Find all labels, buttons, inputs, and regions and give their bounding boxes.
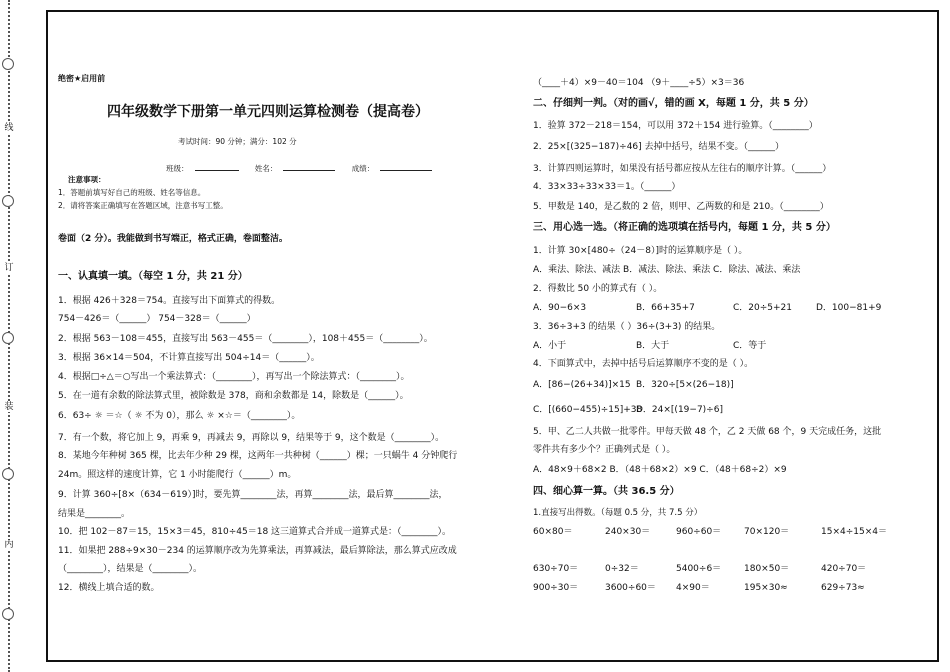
margin-circle-2 [2,195,14,207]
calc-r3-c1: 900÷30＝ [533,583,579,593]
calc-r1-c3: 960÷60＝ [676,527,722,537]
note-2: 2．请将答案正确填写在答题区域，注意书写工整。 [58,201,228,210]
name-field[interactable] [283,160,335,171]
section3-title: 三、用心选一选。（将正确的选项填在括号内，每题 1 分，共 5 分） [533,222,836,233]
calc-r2-c3: 5400÷6＝ [676,564,722,574]
s1-line-1: 1．根据 426＋328＝754。直接写出下面算式的得数。 [58,296,281,306]
margin-circle-5 [2,608,14,620]
secret-label: 绝密★启用前 [58,74,106,83]
calc-r2-c2: 0÷32＝ [605,564,639,574]
calc-r1-c2: 240×30＝ [605,527,651,537]
s3-q2-opt-b: B．66+35+7 [636,303,695,313]
s3-q2-opt-c: C．20÷5+21 [733,303,792,313]
calc-r1-c1: 60×80＝ [533,527,573,537]
s1-line-3: 2．根据 563－108＝455，直接写出 563－455＝（________），108＋455＝（________）。 [58,334,433,344]
section2-title: 二、仔细判一判。（对的画√，错的画 X，每题 1 分，共 5 分） [533,98,814,109]
s3-q5-options: A．48×9＋68×2 B．（48＋68×2）×9 C．（48＋68÷2）×9 [533,465,787,475]
s1-line-2: 754－426＝（______） 754－328＝（______） [58,314,256,324]
margin-circle-1 [2,58,14,70]
calc-r3-c2: 3600÷60＝ [605,583,656,593]
s2-line-5: 5．甲数是 140，是乙数的 2 倍，则甲、乙两数的和是 210。（________） [533,202,829,212]
s1-line-8: 7．有一个数，将它加上 9，再乘 9，再减去 9，再除以 9，结果等于 9，这个数是（________）。 [58,433,445,443]
margin-circle-3 [2,332,14,344]
name-label: 姓名： [254,164,278,173]
calc-r1-c5: 15×4÷15×4＝ [821,527,887,537]
margin-label-order: 订 [2,263,16,273]
calc-r1-c4: 70×120＝ [744,527,790,537]
s1-line-14: 11．如果把 288÷9×30－234 的运算顺序改为先算乘法，再算减法，最后算除法，那么算式应改成 [58,546,457,556]
section1-title: 一、认真填一填。（每空 1 分，共 21 分） [58,271,248,282]
notes-title: 注意事项： [68,175,106,184]
s1-line-13: 10．把 102－87＝15，15×3＝45，810÷45＝18 这三道算式合并成一道算式是：（________）。 [58,527,452,537]
margin-label-line: 线 [2,123,16,133]
s1-line-5: 4．根据□÷△＝○写出一个乘法算式：（________），再写出一个除法算式：（________）。 [58,372,410,382]
score-field[interactable] [380,160,432,171]
class-label: 班级： [166,164,189,173]
margin-circle-4 [2,468,14,480]
s2-line-3: 3．计算四则运算时，如果没有括号都应按从左往右的顺序计算。（______） [533,164,832,174]
s1-line-4: 3．根据 36×14＝504，不计算直接写出 504÷14＝（______）。 [58,353,320,363]
exam-info: 考试时间：90 分钟；满分：102 分 [178,137,297,146]
s2-line-1: 1．验算 372－218＝154，可以用 372＋154 进行验算。（________） [533,121,818,131]
s3-q4: 4．下面算式中，去掉中括号后运算顺序不变的是（ ）。 [533,359,754,369]
s1-line-16: 12．横线上填合适的数。 [58,583,160,593]
s2-line-4: 4．33×33÷33×33＝1。（______） [533,182,681,192]
calc-r2-c1: 630÷70＝ [533,564,579,574]
page-title: 四年级数学下册第一单元四则运算检测卷（提高卷） [107,104,429,120]
score-label: 成绩： [351,164,375,173]
s1-line-15: （________），结果是（________）。 [58,564,203,574]
s3-q2-opt-d: D．100−81+9 [816,303,882,313]
s1-line-10: 24m。照这样的速度计算，它 1 小时能爬行（______）m。 [58,470,297,480]
s3-q5-line1: 5．甲、乙二人共做一批零件。甲每天做 48 个，乙 2 天做 68 个，9 天完成任务，这批 [533,427,882,437]
s3-q4-opt-a: A．[86−(26+34)]×15 [533,380,631,390]
s3-q4-opt-c: C．[(660−455)÷15]+38 [533,405,643,415]
s2-line-2: 2．25×[(325−187)÷46] 去掉中括号，结果不变。（______） [533,142,785,152]
s3-q2-opt-a: A．90−6×3 [533,303,587,313]
s3-q4-opt-b: B．320÷[5×(26−18)] [636,380,734,390]
class-field[interactable] [195,160,239,171]
neatness-line: 卷面（2 分）。我能做到书写端正，格式正确，卷面整洁。 [58,234,288,244]
margin-label-inner: 内 [2,540,16,550]
s3-q3-opt-a: A．小于 [533,341,567,351]
binding-margin [0,0,40,672]
right-top-equations: （____＋4）×9－40＝104 （9＋____÷5）×3＝36 [533,78,745,88]
s3-q1-options: A．乘法、除法、减法 B．减法、除法、乘法 C．除法、减法、乘法 [533,265,801,275]
calc-r3-c5: 629÷73≈ [821,583,865,593]
s3-q1: 1．计算 30×[480÷（24－8）]时的运算顺序是（ ）。 [533,246,748,256]
s3-q3-opt-c: C．等于 [733,341,767,351]
student-info-row [166,160,436,175]
s1-line-9: 8．某地今年种树 365 棵，比去年少种 29 棵，这两年一共种树（______）棵；一只蜗牛 4 分钟爬行 [58,451,458,461]
s1-line-7: 6．63÷ ☼ ＝☆（ ☼ 不为 0），那么 ☼ ×☆＝（________）。 [58,411,301,421]
calc-r3-c3: 4×90＝ [676,583,710,593]
calc-r2-c4: 180×50＝ [744,564,790,574]
calc-r3-c4: 195×30≈ [744,583,788,593]
s3-q3-opt-b: B．大于 [636,341,670,351]
s1-line-6: 5．在一道有余数的除法算式里，被除数是 378，商和余数都是 14，除数是（______）。 [58,391,409,401]
s3-q5-line2: 零件共有多少个？正确列式是（ ）。 [533,445,676,455]
calc-r2-c5: 420÷70＝ [821,564,867,574]
s1-line-11: 9．计算 360÷[8×（634－619）]时，要先算________法，再算________法，最后算________法， [58,490,448,500]
s3-q3: 3．36÷3+3 的结果（ ）36÷(3+3) 的结果。 [533,322,721,332]
s3-q2: 2．得数比 50 小的算式有（ ）。 [533,284,663,294]
section4-title: 四、细心算一算。（共 36.5 分） [533,486,680,497]
s4-subtitle: 1.直接写出得数。（每题 0.5 分，共 7.5 分） [533,508,703,518]
s3-q4-opt-d: D．24×[(19−7)÷6] [636,405,723,415]
margin-label-bind: 装 [2,402,16,412]
note-1: 1．答题前填写好自己的班级、姓名等信息。 [58,188,206,197]
s1-line-12: 结果是________。 [58,509,131,519]
